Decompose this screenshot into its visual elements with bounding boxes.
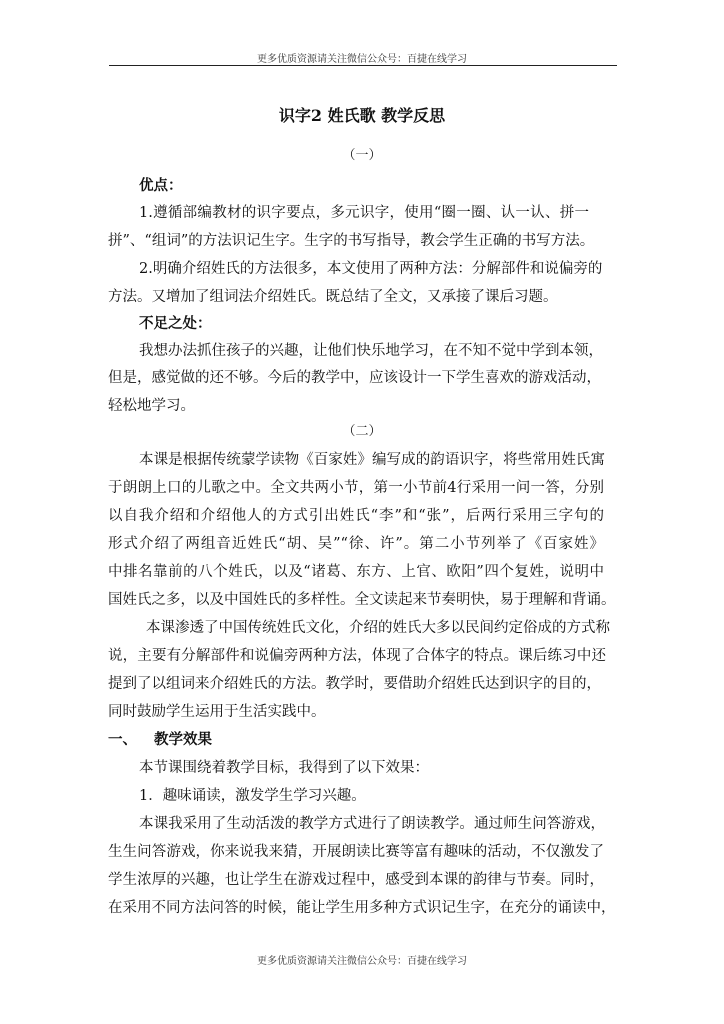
- paragraph-line: 于朗朗上口的儿歌之中。全文共两小节，第一小节前4行采用一问一答，分别: [108, 480, 604, 496]
- section-label-1: （一）: [342, 148, 382, 163]
- effect-heading: 教学效果: [154, 731, 212, 748]
- page-footer: 更多优质资源请关注微信公众号：百捷在线学习: [257, 956, 467, 967]
- paragraph-line: 说，主要有分解部件和说偏旁两种方法，体现了合体字的特点。课后练习中还: [108, 648, 606, 664]
- paragraph-line: 形式介绍了两组音近姓氏“胡、吴”“徐、许”。第二小节列举了《百家姓》: [108, 536, 604, 552]
- paragraph-line: 在采用不同方法问答的时候，能让学生用多种方式识记生字，在充分的诵读中，: [108, 900, 616, 916]
- paragraph-line: 国姓氏之多，以及中国姓氏的多样性。全文读起来节奏明快，易于理解和背诵。: [108, 592, 616, 608]
- section-label-2: （二）: [342, 424, 382, 439]
- paragraph-line: 学生浓厚的兴趣，也让学生在游戏过程中，感受到本课的韵律与节奏。同时，: [108, 872, 604, 888]
- paragraph-line: 轻松地学习。: [108, 398, 195, 414]
- paragraph-line: 中排名靠前的八个姓氏，以及“诸葛、东方、上官、欧阳”四个复姓，说明中: [108, 564, 604, 580]
- paragraph-line: 拼”、“组词”的方法识记生字。生字的书写指导，教会学生正确的书写方法。: [108, 233, 595, 249]
- paragraph-line: 2.明确介绍姓氏的方法很多，本文使用了两种方法：分解部件和说偏旁的: [139, 261, 603, 277]
- paragraph-line: 本课我采用了生动活泼的教学方式进行了朗读教学。通过师生问答游戏，: [139, 816, 605, 832]
- paragraph-line: 生生问答游戏，你来说我来猜，开展朗读比赛等富有趣味的活动，不仅激发了: [108, 844, 604, 860]
- paragraph-line: 本课渗透了中国传统姓氏文化，介绍的姓氏大多以民间约定俗成的方式称: [146, 620, 610, 636]
- paragraph-line: 以自我介绍和介绍他人的方式引出姓氏“李”和“张”，后两行采用三字句的: [108, 508, 604, 524]
- page-header: 更多优质资源请关注微信公众号：百捷在线学习: [257, 54, 467, 65]
- advantages-heading: 优点：: [139, 177, 183, 194]
- shortcomings-heading: 不足之处：: [139, 315, 212, 332]
- paragraph-line: 方法。又增加了组词法介绍姓氏。既总结了全文，又承接了课后习题。: [108, 289, 558, 305]
- document-title: 识字2 姓氏歌 教学反思: [278, 106, 446, 125]
- paragraph-line: 我想办法抓住孩子的兴趣，让他们快乐地学习，在不知不觉中学到本领，: [139, 343, 603, 359]
- paragraph-line: 本课是根据传统蒙学读物《百家姓》编写成的韵语识字，将些常用姓氏寓: [139, 452, 605, 468]
- paragraph-line: 但是，感觉做的还不够。今后的教学中，应该设计一下学生喜欢的游戏活动，: [108, 370, 601, 386]
- effect-number: 一、: [108, 731, 137, 748]
- header-divider: [109, 65, 617, 66]
- paragraph-line: 本节课围绕着教学目标，我得到了以下效果：: [139, 760, 429, 776]
- paragraph-line: 同时鼓励学生运用于生活实践中。: [108, 704, 326, 720]
- paragraph-line: 提到了以组词来介绍姓氏的方法。教学时，要借助介绍姓氏达到识字的目的，: [108, 676, 601, 692]
- paragraph-line: 1.遵循部编教材的识字要点，多元识字，使用“圈一圈、认一认、拼一: [139, 205, 589, 221]
- paragraph-line: 1．趣味诵读，激发学生学习兴趣。: [139, 788, 366, 804]
